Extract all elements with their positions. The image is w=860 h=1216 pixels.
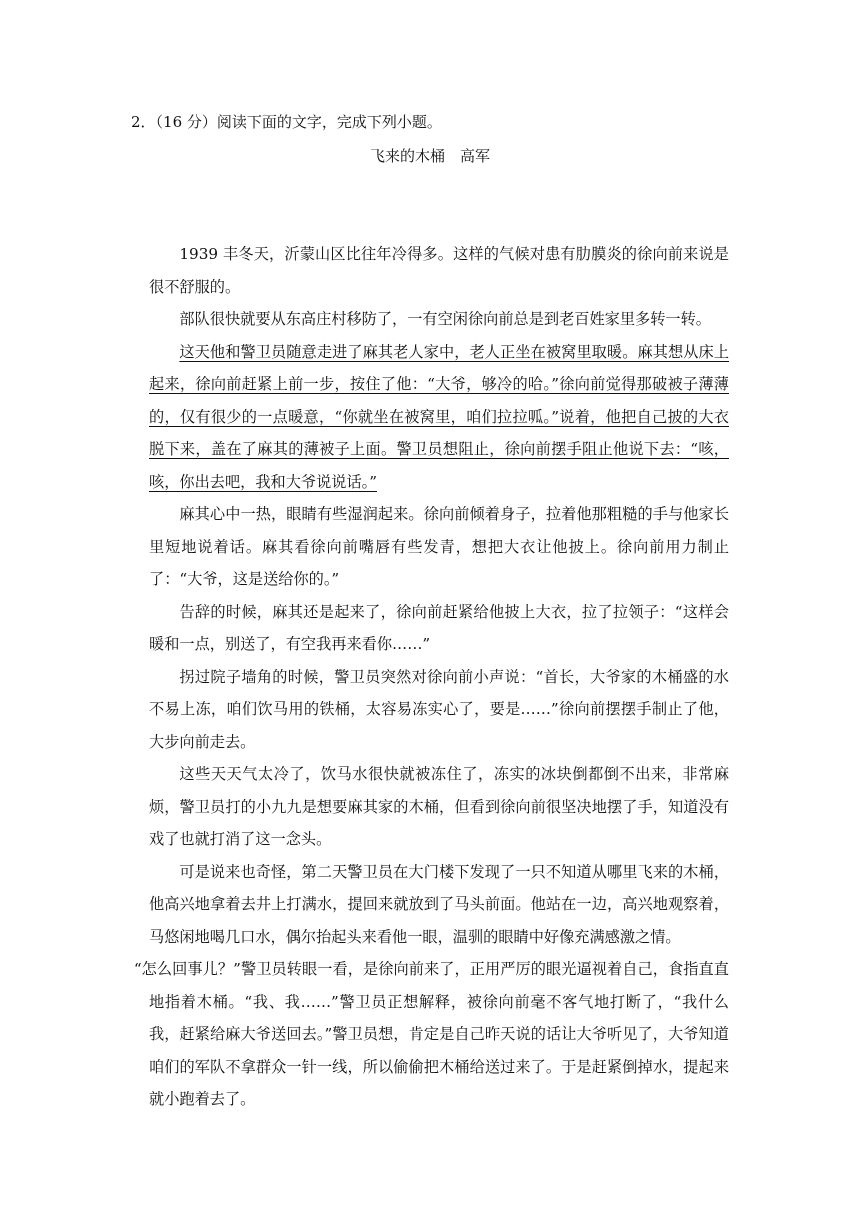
paragraph-3-underlined [149, 336, 729, 499]
paragraph-7: 这些天天气太冷了，饮马水很快就被冻住了，冻实的冰块倒都倒不出来，非常麻烦，警卫员打的小九九是想要麻其家的木桶，但看到徐向前很坚决地摆了手，知道没有戏了也就打消了这一念头。 [149, 765, 729, 848]
paragraph-9: “怎么回事儿？”警卫员转眼一看，是徐向前来了，正用严厉的眼光逼视着自己，食指直直地指着木桶。“我、我……”警卫员正想解释，被徐向前毫不客气地打断了，“我什么我，赶紧给麻大爷送回去。”警卫员想，肯定是自己昨天说的话让大爷听见了，大爷知道咱们的军队不拿群众一针一线，所以偷偷把木桶给送过来了。于是赶紧倒掉水，提起来就小跑着去了。 [133, 960, 729, 1108]
paragraph-6: 拐过院子墙角的时候，警卫员突然对徐向前小声说：“首长，大爷家的木桶盛的水不易上冻，咱们饮马用的铁桶，太容易冻实心了，要是……”徐向前摆摆手制止了他，大步向前走去。 [149, 667, 729, 751]
article-body [133, 238, 729, 1116]
paragraph-2: 部队很快就要从东高庄村移防了，一有空闲徐向前总是到老百姓家里多转一转。 [179, 310, 711, 328]
paragraph-8: 可是说来也奇怪，第二天警卫员在大门楼下发现了一只不知道从哪里飞来的木桶，他高兴地拿着去井上打满水，提回来就放到了马头前面。他站在一边，高兴地观察着，马悠闲地喝几口水，偶尔抬起头来看他一眼，温驯的眼睛中好像充满感激之情。 [149, 862, 729, 946]
paragraph-1: 1939 丰冬天，沂蒙山区比往年冷得多。这样的气候对患有肋膜炎的徐向前来说是很不舒服的。 [149, 245, 729, 296]
underlined-passage: 这天他和警卫员随意走进了麻其老人家中，老人正坐在被窝里取暖。麻其想从床上起来，徐向前赶紧上前一步，按住了他：“大爷，够冷的哈。”徐向前觉得那破被子薄薄的，仅有很少的一点暖意，“你就坐在被窝里，咱们拉拉呱。”说着，他把自己披的大衣脱下来，盖在了麻其的薄被子上面。警卫员想阻止，徐向前摆手阻止他说下去：“咳，咳，你出去吧，我和大爷说说话。” [149, 342, 729, 491]
article-title: 飞来的木桶 高军 [369, 147, 490, 165]
paragraph-5: 告辞的时候，麻其还是起来了，徐向前赶紧给他披上大衣，拉了拉领子：“这样会暖和一点，别送了，有空我再来看你……” [149, 602, 729, 653]
question-header: 2．（16 分）阅读下面的文字，完成下列小题。 [131, 113, 442, 131]
paragraph-4: 麻其心中一热，眼睛有些湿润起来。徐向前倾着身子，拉着他那粗糙的手与他家长里短地说着话。麻其看徐向前嘴唇有些发青，想把大衣让他披上。徐向前用力制止了：“大爷，这是送给你的。” [149, 505, 729, 588]
